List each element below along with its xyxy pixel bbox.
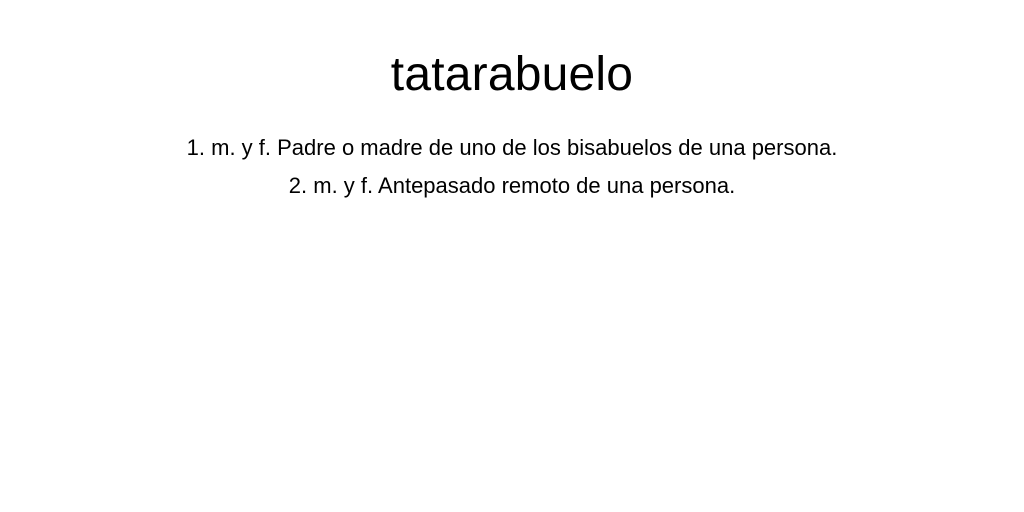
definition-list [0,129,1024,205]
headword-title: tatarabuelo [390,48,634,101]
definition-1: 1. m. y f. Padre o madre de uno de los bisabuelos de una persona. [186,135,838,160]
definition-2: 2. m. y f. Antepasado remoto de una persona. [288,173,736,198]
